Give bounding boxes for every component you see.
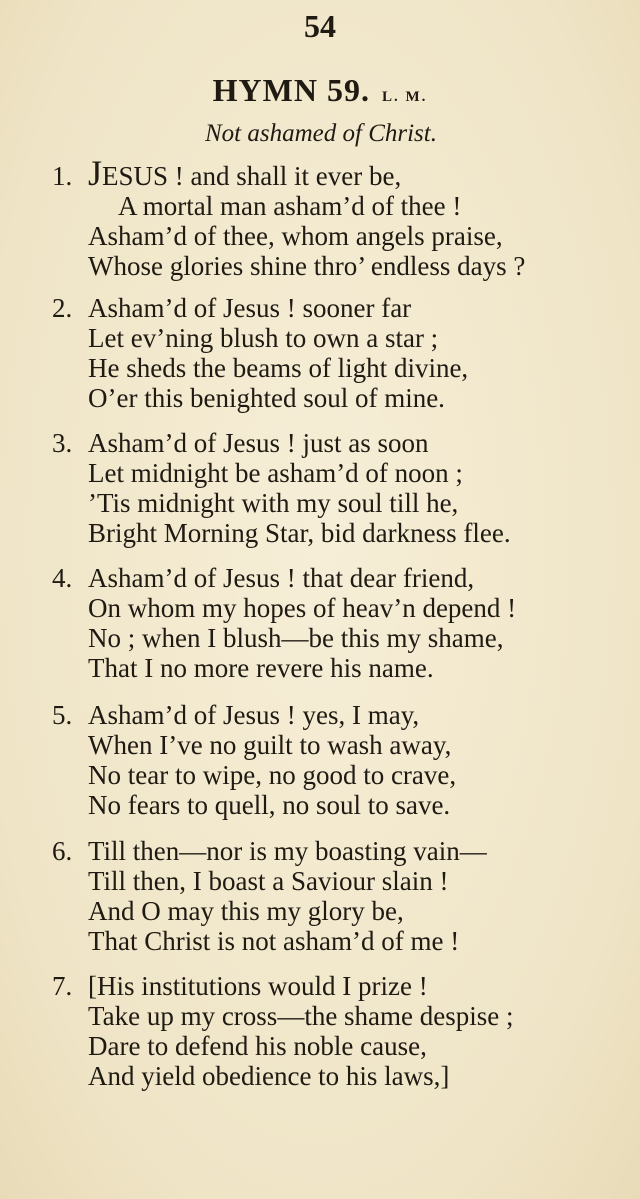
stanza-line: Till then, I boast a Saviour slain ! [88, 866, 449, 896]
stanza-line [52, 153, 525, 193]
hymn-meter: L. M. [381, 89, 428, 105]
stanza-line: When I’ve no guilt to wash away, [88, 730, 452, 760]
drop-letter: J [88, 153, 103, 193]
line-text: Asham’d of Jesus ! sooner far [88, 293, 412, 323]
stanza-line [52, 293, 468, 323]
hymn-title [0, 72, 640, 109]
stanza-line: Let ev’ning blush to own a star ; [88, 323, 439, 353]
stanza-line [52, 563, 516, 593]
stanza-line: No ; when I blush—be this my shame, [88, 623, 504, 653]
line-text: Asham’d of Jesus ! yes, I may, [88, 700, 420, 730]
line-text: Till then—nor is my boasting vain— [88, 836, 487, 866]
stanza-line: Dare to defend his noble cause, [88, 1031, 427, 1061]
stanza-line: And O may this my glory be, [88, 896, 404, 926]
stanza-line: And yield obedience to his laws,] [88, 1061, 450, 1091]
stanza-line: Whose glories shine thro’ endless days ? [88, 251, 526, 281]
hymn-subtitle: Not ashamed of Christ. [205, 120, 437, 147]
stanza-line [52, 836, 487, 866]
stanza-number: 3. [52, 428, 73, 458]
stanza-line: Let midnight be asham’d of noon ; [88, 458, 463, 488]
stanza-number: 5. [52, 700, 73, 730]
stanza-line [52, 428, 511, 458]
stanza-line: No fears to quell, no soul to save. [88, 790, 451, 820]
stanza-line: No tear to wipe, no good to crave, [88, 760, 457, 790]
stanza-line: That Christ is not asham’d of me ! [88, 926, 460, 956]
stanza-line: Take up my cross—the shame despise ; [88, 1001, 514, 1031]
stanza-2 [52, 293, 468, 413]
stanza-line: That I no more revere his name. [88, 653, 434, 683]
stanza-line: He sheds the beams of light divine, [88, 353, 469, 383]
stanza-line: Bright Morning Star, bid darkness flee. [88, 518, 511, 548]
stanza-number: 4. [52, 563, 73, 593]
line-text: [His institutions would I prize ! [88, 971, 428, 1001]
stanza-5 [52, 700, 456, 820]
hymn-label: HYMN 59. [212, 72, 370, 108]
stanza-line: A mortal man asham’d of thee ! [118, 191, 462, 221]
line-text: Asham’d of Jesus ! that dear friend, [88, 563, 475, 593]
stanza-7 [52, 971, 514, 1091]
stanza-line [52, 971, 514, 1001]
stanza-line: ’Tis midnight with my soul till he, [88, 488, 459, 518]
stanza-number: 2. [52, 293, 73, 323]
stanza-line: O’er this benighted soul of mine. [88, 383, 445, 413]
stanza-6 [52, 836, 487, 956]
page-number: 54 [304, 8, 336, 44]
stanza-line: Asham’d of thee, whom angels praise, [88, 221, 503, 251]
stanza-4 [52, 563, 516, 683]
stanza-1 [52, 153, 526, 281]
stanza-number: 7. [52, 971, 73, 1001]
stanza-line [52, 700, 456, 730]
line-text: ESUS ! and shall it ever be, [102, 161, 402, 191]
stanza-3 [52, 428, 511, 548]
line-text: Asham’d of Jesus ! just as soon [88, 428, 429, 458]
stanza-line: On whom my hopes of heav’n depend ! [88, 593, 517, 623]
stanza-number: 6. [52, 836, 73, 866]
stanza-number: 1. [52, 161, 73, 191]
